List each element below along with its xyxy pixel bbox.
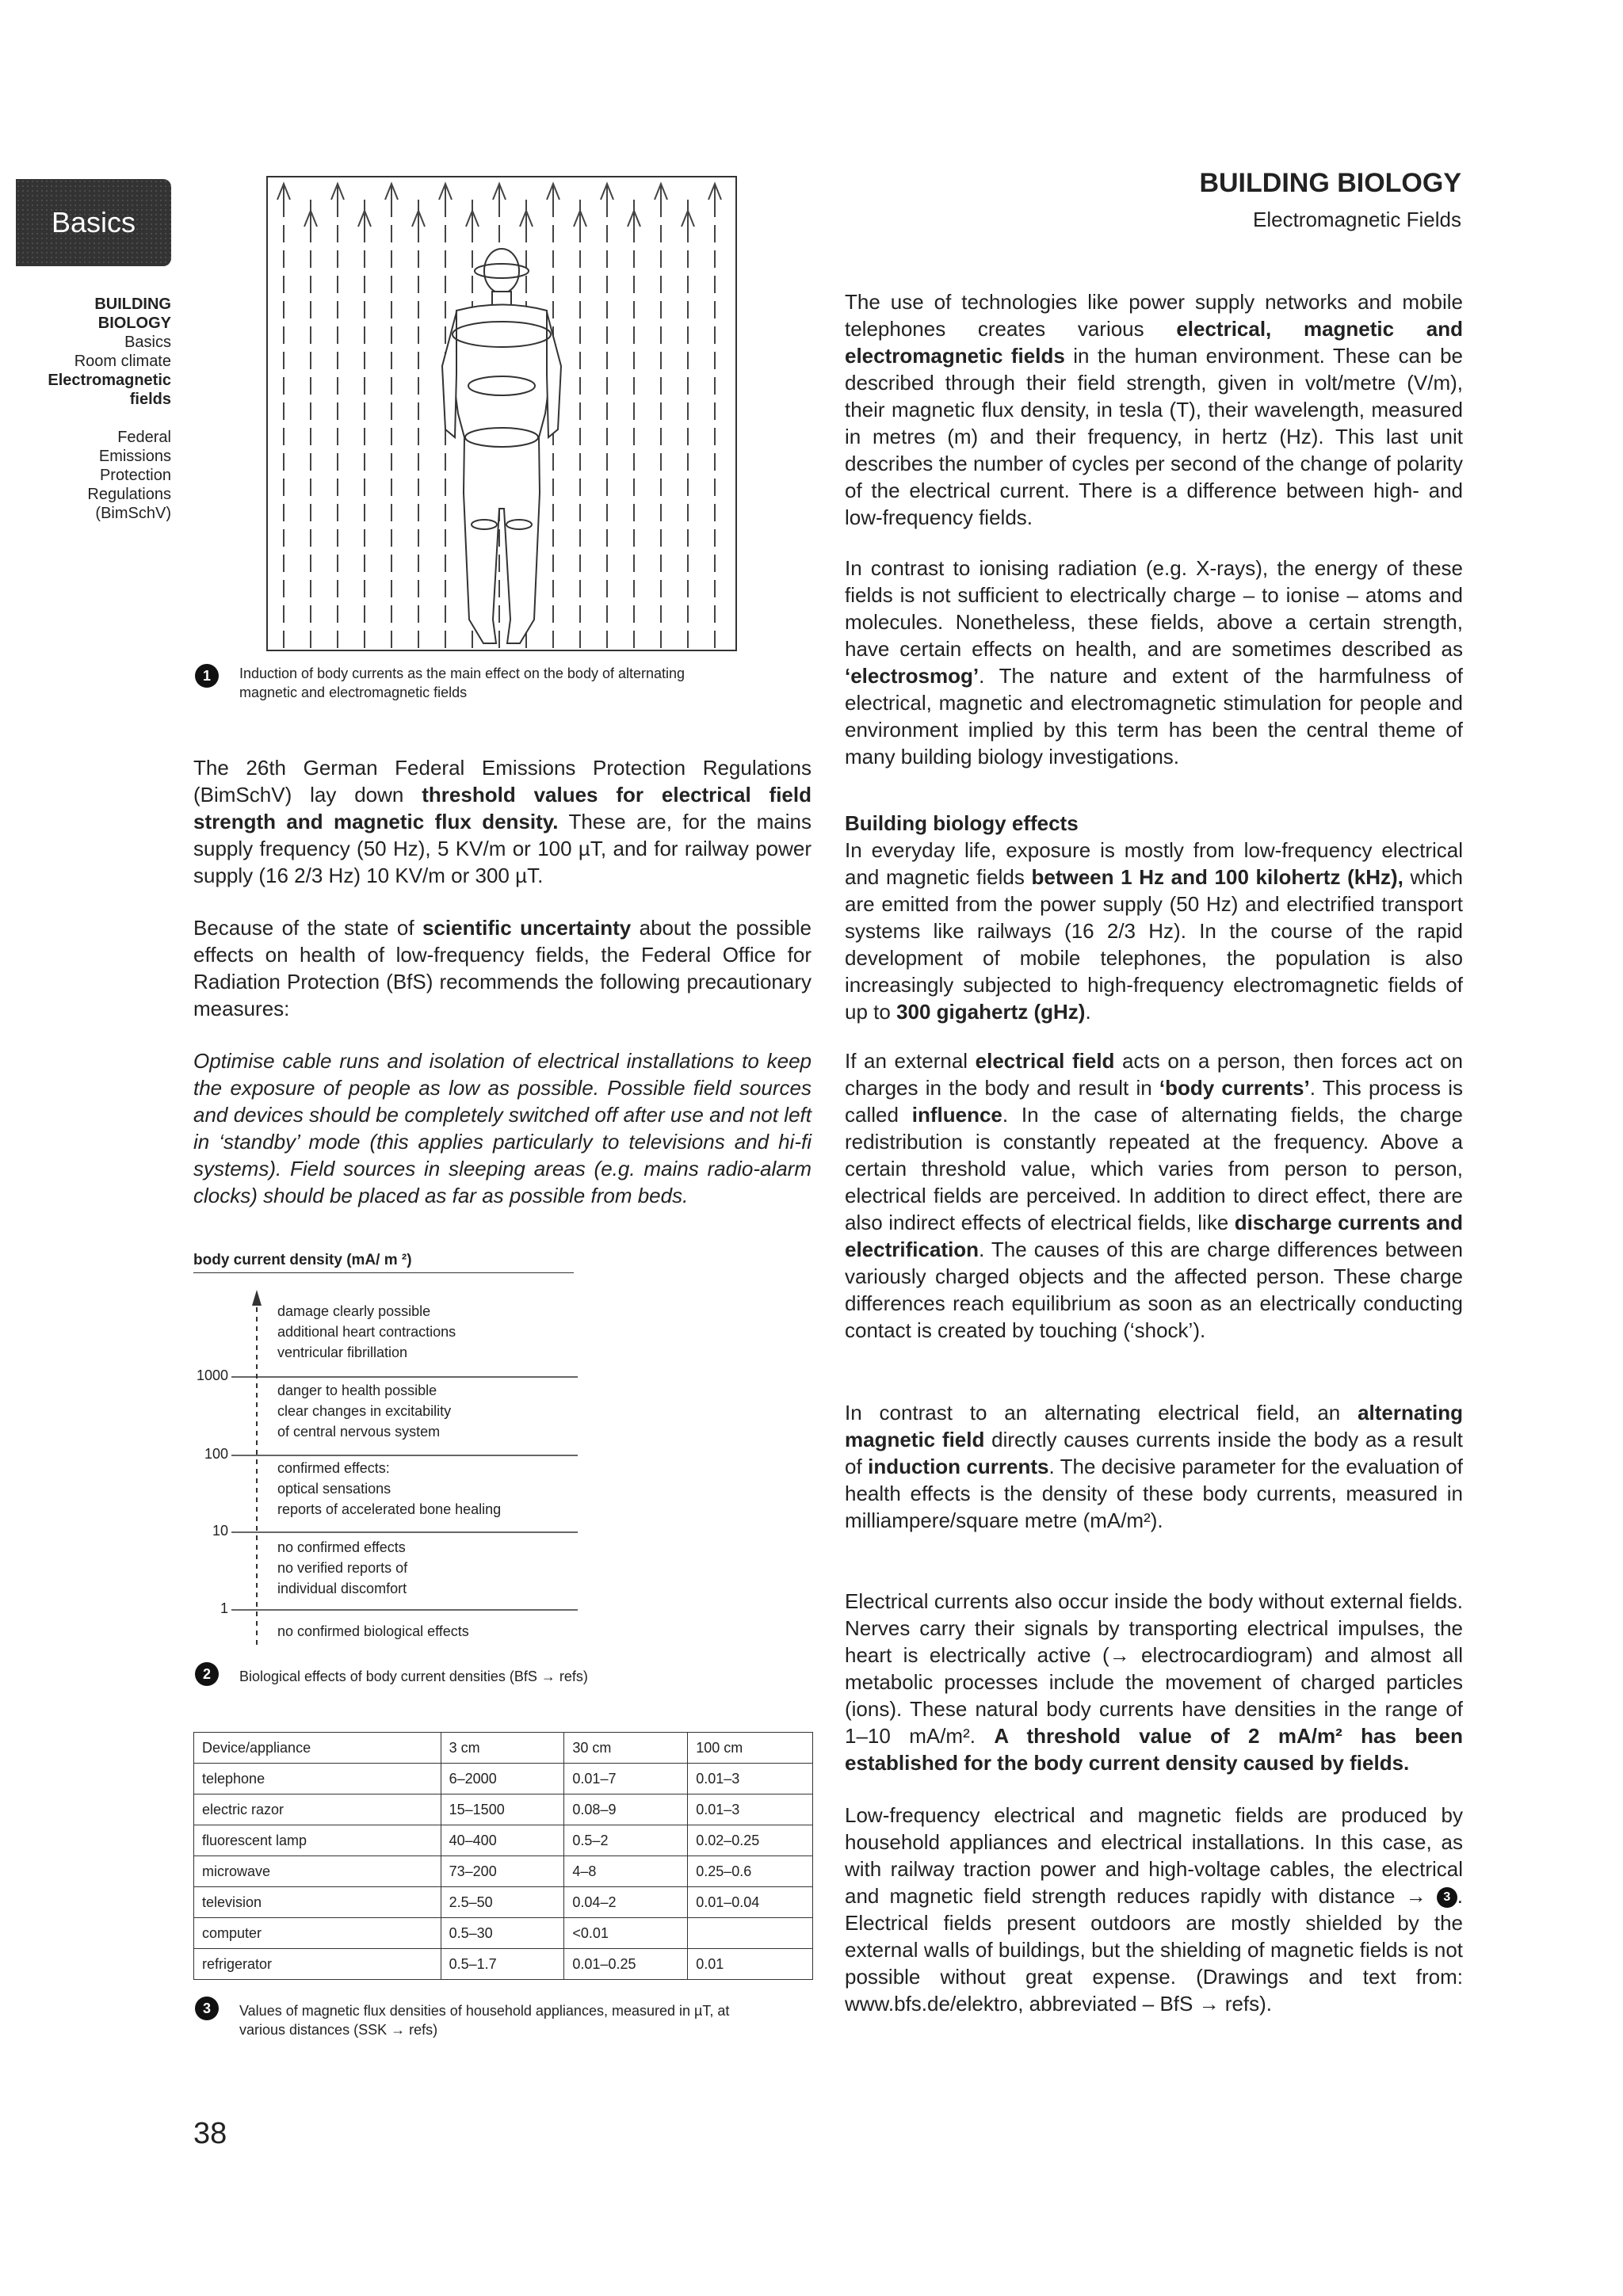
text-run: These are, for the mains supply frequency (50 Hz), 5 KV/m or 100 µT, and for railway power supply (16 2/3 Hz) 10 KV/m or 300 µT. [193,810,812,887]
left-paragraph-3 [193,1047,812,1209]
scale-level-label: 1 [220,1600,228,1616]
scale-band-text: individual discomfort [277,1581,407,1596]
sidebar-nav [48,295,171,542]
text-run: The use of technologies like power supply networks and mobile telephones creates various [845,290,1463,341]
figure-1-caption [239,664,778,702]
scale-band-text: reports of accelerated bone healing [277,1501,502,1517]
text-run: In everyday life, exposure is mostly from low-frequency electrical and magnetic fields [845,838,1463,889]
table-row [194,1856,813,1887]
scale-band-1 [277,1301,456,1363]
text-run: in the human environment. These can be described through their field strength, given in volt/metre (V/m), their magnetic flux density, in tesla (T), their wavelength, measured in metres (m) and their frequency, in hertz (Hz). This last unit describes the number of cycles per second of the change of polarity of the electrical current. There is a difference between high- and low-frequency fields. [845,344,1463,529]
table-cell: 0.01–3 [688,1764,813,1794]
text-run-bold: influence [911,1103,1002,1127]
table-cell: microwave [194,1856,441,1887]
table-cell: electric razor [194,1794,441,1825]
text-run-bold: between 1 Hz and 100 kilohertz (kHz), [1031,865,1403,889]
text-run: acts on a person, then forces act on charges in the body and result in [845,1049,1463,1100]
scale-band-text: confirmed effects: [277,1460,390,1476]
table-cell: computer [194,1918,441,1949]
table-cell: 73–200 [441,1856,564,1887]
left-paragraph-1 [193,754,812,889]
figure-1-caption-line: magnetic and electromagnetic fields [239,685,468,700]
table-cell: 0.01 [688,1949,813,1980]
right-paragraph-1 [845,288,1463,531]
table-header-cell: Device/appliance [194,1733,441,1764]
text-run: Electrical currents also occur inside the body without external fields. Nerves carry their signals by transporting electrical impulses, the heart is electrically active (→ electrocardiogram) and almost all metabolic processes include the movement of charged particles (ions). These natural body currents have densities in the range of 1–10 mA/m². [845,1589,1463,1748]
right-paragraph-2 [845,555,1463,770]
section-heading: Building biology effects [845,811,1079,835]
table-header-cell: 3 cm [441,1733,564,1764]
scale-band-text: no confirmed biological effects [277,1623,469,1639]
right-paragraph-7 [845,1802,1463,2017]
right-paragraph-6 [845,1588,1463,1776]
table-header-cell: 30 cm [564,1733,688,1764]
right-paragraph-5 [845,1399,1463,1534]
induction-figure [266,176,737,651]
figure-3-number: 3 [195,1997,219,2020]
text-run-bold: electrical, magnetic and electromagnetic fields [845,317,1463,368]
text-run: directly causes currents inside the body as a result of [845,1428,1463,1478]
text-run: about the possible effects on health of low-frequency fields, the Federal Office for Radiation Protection (BfS) recommends the following precautionary measures: [193,916,812,1020]
left-paragraph-2 [193,914,812,1022]
text-run: The 26th German Federal Emissions Protection Regulations (BimSchV) lay down [193,756,812,807]
table-cell: 40–400 [441,1825,564,1856]
sidebar-sub-line: Protection [99,467,171,484]
table-row [194,1764,813,1794]
text-run-bold: induction currents [868,1455,1049,1478]
text-run: Because of the state of [193,916,422,940]
table-header-cell: 100 cm [688,1733,813,1764]
table-row [194,1949,813,1980]
text-run-bold: ‘electrosmog’ [845,664,980,688]
table-cell: 0.02–0.25 [688,1825,813,1856]
table-cell: 0.01–7 [564,1764,688,1794]
sidebar-section-line: BIOLOGY [97,315,171,332]
text-run: . The nature and extent of the harmfulness of electrical, magnetic and electromagnetic stimulation for people and environment implied by this term has been the central theme of many building biology investigations. [845,664,1463,769]
text-run: . The causes of this are charge differences between variously charged objects and the affected person. These charge differences reach equilibrium as soon as an electrically conducting contact is created by touching (‘shock’). [845,1238,1463,1342]
recommendation-text: Optimise cable runs and isolation of electrical installations to keep the exposure of people as low as possible. Possible field sources and devices should be completely switched off after use and not left in ‘standby’ mode (this applies particularly to televisions and hi-fi systems). Field sources in sleeping areas (e.g. mains radio-alarm clocks) should be placed as far as possible from beds. [193,1049,812,1207]
text-run-bold: ‘body currents’ [1159,1076,1310,1100]
table-cell: 0.25–0.6 [688,1856,813,1887]
scale-band-text: of central nervous system [277,1424,441,1440]
text-run-bold: 300 gigahertz (gHz) [896,1000,1086,1024]
sidebar-item-active: fields [129,391,171,408]
sidebar-sub-line: Regulations [87,486,171,503]
section-tab-label: Basics [51,206,136,238]
text-run-bold: scientific uncertainty [422,916,632,940]
figure-2-title: body current density (mA/ m ²) [193,1252,574,1273]
scale-band-5 [277,1621,469,1642]
human-figure [442,249,561,643]
page-number: 38 [193,2117,227,2150]
table-cell: refrigerator [194,1949,441,1980]
figure-3-caption-line: various distances (SSK → refs) [239,2022,438,2038]
text-run: In contrast to ionising radiation (e.g. X-rays), the energy of these fields is not sufficient to electrically charge – to ionise – atoms and molecules. Nonetheless, these fields, above a certain strength, have certain effects on health, and are sometimes described as [845,556,1463,661]
scale-level-label: 1000 [196,1367,228,1383]
text-run-bold: threshold values for electrical field strength and magnetic flux density. [193,783,812,833]
text-run-bold: A threshold value of 2 mA/m² has been established for the body current density caused by fields. [845,1724,1463,1775]
table-header-row [194,1733,813,1764]
text-run: which are emitted from the power supply (50 Hz) and electrified transport systems like railways (16 2/3 Hz). In the course of the rapid development of mobile telephones, the population is also increasingly subjected to high-frequency electromagnetic fields of up to [845,865,1464,1024]
figure-1-number: 1 [195,664,219,688]
scale-band-4 [277,1537,407,1599]
table-cell: 6–2000 [441,1764,564,1794]
table-cell: 2.5–50 [441,1887,564,1918]
scale-band-text: clear changes in excitability [277,1403,452,1419]
text-run-bold: alternating magnetic field [845,1401,1463,1451]
table-cell: 4–8 [564,1856,688,1887]
figure-3-caption-line: Values of magnetic flux densities of household appliances, measured in µT, at [239,2003,730,2019]
figure-2-caption: Biological effects of body current densities (BfS → refs) [239,1669,588,1684]
table-cell: 0.01–3 [688,1794,813,1825]
table-cell [688,1918,813,1949]
scale-band-text: no verified reports of [277,1560,408,1576]
table-cell: 0.01–0.04 [688,1887,813,1918]
scale-band-text: additional heart contractions [277,1324,456,1340]
scale-band-text: danger to health possible [277,1383,437,1398]
table-cell: 0.5–30 [441,1918,564,1949]
scale-band-2 [277,1380,451,1442]
table-cell: 15–1500 [441,1794,564,1825]
scale-band-text: no confirmed effects [277,1539,406,1555]
table-cell: 0.04–2 [564,1887,688,1918]
table-cell: 0.5–2 [564,1825,688,1856]
sidebar-item-active: Electromagnetic [48,372,171,389]
sidebar-sub-line: Federal [117,429,171,446]
table-cell: telephone [194,1764,441,1794]
text-run: In contrast to an alternating electrical field, an [845,1401,1358,1425]
page-header-title: BUILDING BIOLOGY [1199,168,1461,198]
scale-band-text: ventricular fibrillation [277,1344,408,1360]
text-run-bold: electrical field [975,1049,1115,1073]
text-run: If an external [845,1049,976,1073]
text-run: Low-frequency electrical and magnetic fields are produced by household appliances and electrical installations. In this case, as with railway traction power and high-voltage cables, the electrical and magnetic field strength reduces rapidly with distance → [845,1803,1463,1908]
section-tab [16,179,171,266]
right-section-effects [845,810,1463,1025]
right-paragraph-4 [845,1047,1463,1344]
table-row [194,1825,813,1856]
figure-3-caption [239,2001,810,2039]
appliance-flux-table [193,1732,813,1980]
table-cell: fluorescent lamp [194,1825,441,1856]
table-cell: 0.5–1.7 [441,1949,564,1980]
table-cell: 0.08–9 [564,1794,688,1825]
sidebar-section [48,295,171,409]
sidebar-item-basics: Basics [124,334,171,351]
text-run: . [1085,1000,1091,1024]
table-row [194,1918,813,1949]
text-run: . This process is called [845,1076,1463,1127]
text-run: . Electrical fields present outdoors are mostly shielded by the external walls of buildings, but the shielding of magnetic fields is not possible without great expense. (Drawings and text from: www.bfs.de/elektro, abbreviated – BfS → refs). [845,1884,1463,2016]
table-row [194,1887,813,1918]
sidebar-section-line: BUILDING [94,296,171,313]
scale-band-text: damage clearly possible [277,1303,431,1319]
text-run: . The decisive parameter for the evaluation of health effects is the density of these body currents, measured in milliampere/square metre (mA/m²). [845,1455,1463,1532]
scale-level-label: 100 [204,1446,228,1462]
page-header-subtitle: Electromagnetic Fields [1253,208,1461,231]
sidebar-sub-line: Emissions [98,448,171,465]
scale-band-text: optical sensations [277,1481,391,1497]
scale-level-label: 10 [212,1523,228,1539]
figure-2-number: 2 [195,1662,219,1686]
figure-ref-badge: 3 [1437,1887,1457,1908]
text-run: . In the case of alternating fields, the charge redistribution is constantly repeated at the frequency. Above a certain threshold value, which varies from person to person, electrical fields are perceived. In addition to direct effect, there are also indirect effects of electrical fields, like [845,1103,1463,1234]
table-cell: 0.01–0.25 [564,1949,688,1980]
table-cell: <0.01 [564,1918,688,1949]
table-cell: television [194,1887,441,1918]
table-row [194,1794,813,1825]
figure-1-caption-line: Induction of body currents as the main effect on the body of alternating [239,666,685,681]
sidebar-sub-line: (BimSchV) [95,505,171,522]
sidebar-subsection [48,428,171,523]
scale-band-3 [277,1458,501,1520]
text-run-bold: discharge currents and electrification [845,1211,1463,1261]
sidebar-item-room-climate: Room climate [74,353,171,370]
